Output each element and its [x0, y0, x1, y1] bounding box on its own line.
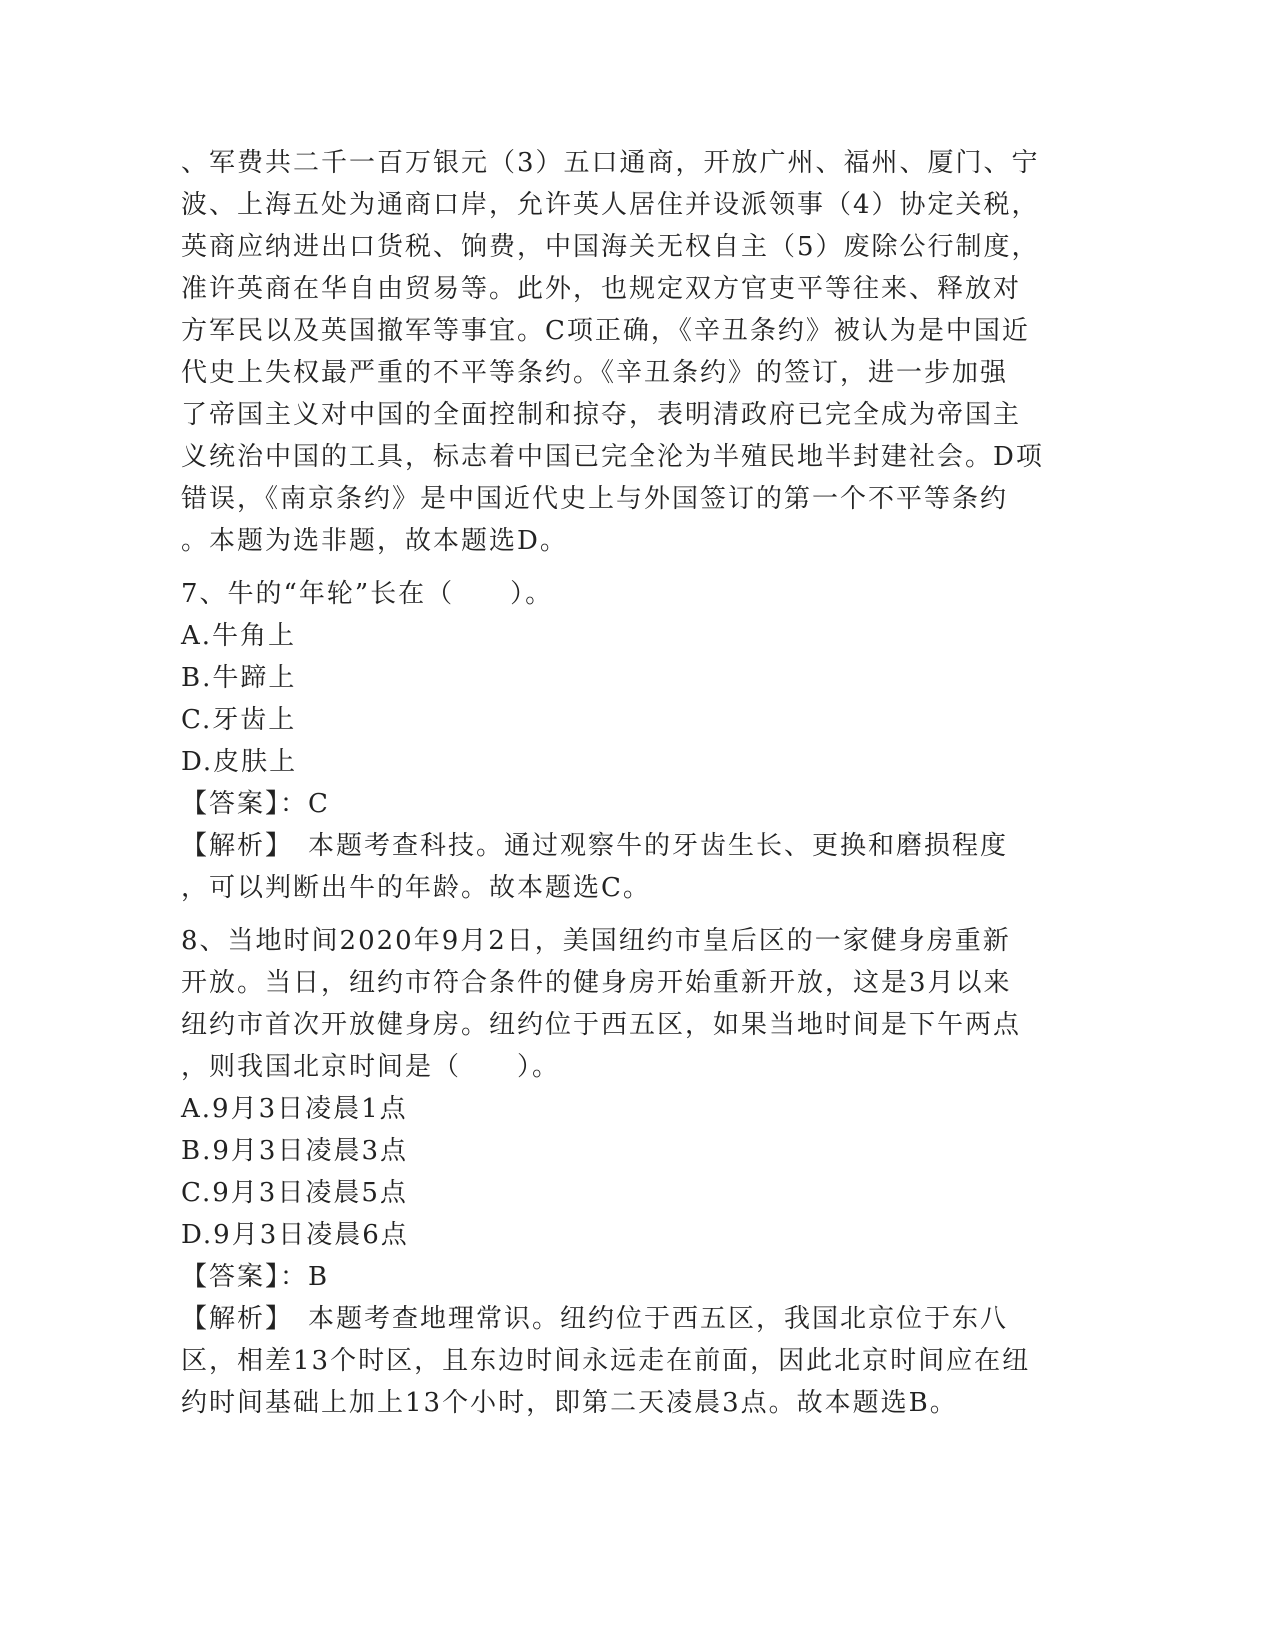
question-stem: ，则我国北京时间是（ ）。	[181, 1052, 561, 1082]
text-line: 了帝国主义对中国的全面控制和掠夺，表明清政府已完全成为帝国主	[181, 400, 1022, 430]
text-line: 英商应纳进出口货税、饷费，中国海关无权自主（5）废除公行制度，	[181, 232, 1040, 262]
spacer	[181, 562, 1081, 573]
option-d: D.皮肤上	[181, 747, 298, 777]
analysis-line: 【解析】 本题考查地理常识。纽约位于西五区，我国北京位于东八	[181, 1304, 1009, 1334]
analysis-line: 区，相差13个时区，且东边时间永远走在前面，因此北京时间应在纽	[181, 1346, 1031, 1376]
option-a: A.9月3日凌晨1点	[181, 1094, 408, 1124]
text-line: 波、上海五处为通商口岸，允许英人居住并设派领事（4）协定关税，	[181, 190, 1040, 220]
spacer	[181, 909, 1081, 920]
question-7	[181, 573, 1081, 909]
text-line: 。本题为选非题，故本题选D。	[181, 526, 568, 556]
analysis-line: 约时间基础上加上13个小时，即第二天凌晨3点。故本题选B。	[181, 1388, 958, 1418]
option-c: C.牙齿上	[181, 705, 297, 735]
previous-explanation	[181, 142, 1081, 562]
answer-line: 【答案】：C	[181, 789, 330, 819]
option-b: B.牛蹄上	[181, 663, 297, 693]
text-line: 方军民以及英国撤军等事宜。C项正确，《辛丑条约》被认为是中国近	[181, 316, 1030, 346]
option-d: D.9月3日凌晨6点	[181, 1220, 409, 1250]
text-line: 错误，《南京条约》是中国近代史上与外国签订的第一个不平等条约	[181, 484, 1009, 514]
question-stem: 纽约市首次开放健身房。纽约位于西五区，如果当地时间是下午两点	[181, 1010, 1022, 1040]
question-stem: 开放。当日，纽约市符合条件的健身房开始重新开放，这是3月以来	[181, 968, 1012, 998]
analysis-line: 【解析】 本题考查科技。通过观察牛的牙齿生长、更换和磨损程度	[181, 831, 1009, 861]
document-page	[181, 142, 1081, 1424]
option-a: A.牛角上	[181, 621, 297, 651]
answer-line: 【答案】：B	[181, 1262, 330, 1292]
option-b: B.9月3日凌晨3点	[181, 1136, 408, 1166]
text-line: 代史上失权最严重的不平等条约。《辛丑条约》的签订，进一步加强	[181, 358, 1009, 388]
text-line: 义统治中国的工具，标志着中国已完全沦为半殖民地半封建社会。D项	[181, 442, 1044, 472]
question-stem: 8、当地时间2020年9月2日，美国纽约市皇后区的一家健身房重新	[181, 926, 1011, 956]
question-stem: 7、牛的“年轮”长在（ ）。	[181, 579, 554, 609]
text-line: 准许英商在华自由贸易等。此外，也规定双方官吏平等往来、释放对	[181, 274, 1022, 304]
analysis-line: ，可以判断出牛的年龄。故本题选C。	[181, 873, 651, 903]
text-line: 、军费共二千一百万银元（3）五口通商，开放广州、福州、厦门、宁	[181, 148, 1040, 178]
question-8	[181, 920, 1081, 1424]
option-c: C.9月3日凌晨5点	[181, 1178, 408, 1208]
